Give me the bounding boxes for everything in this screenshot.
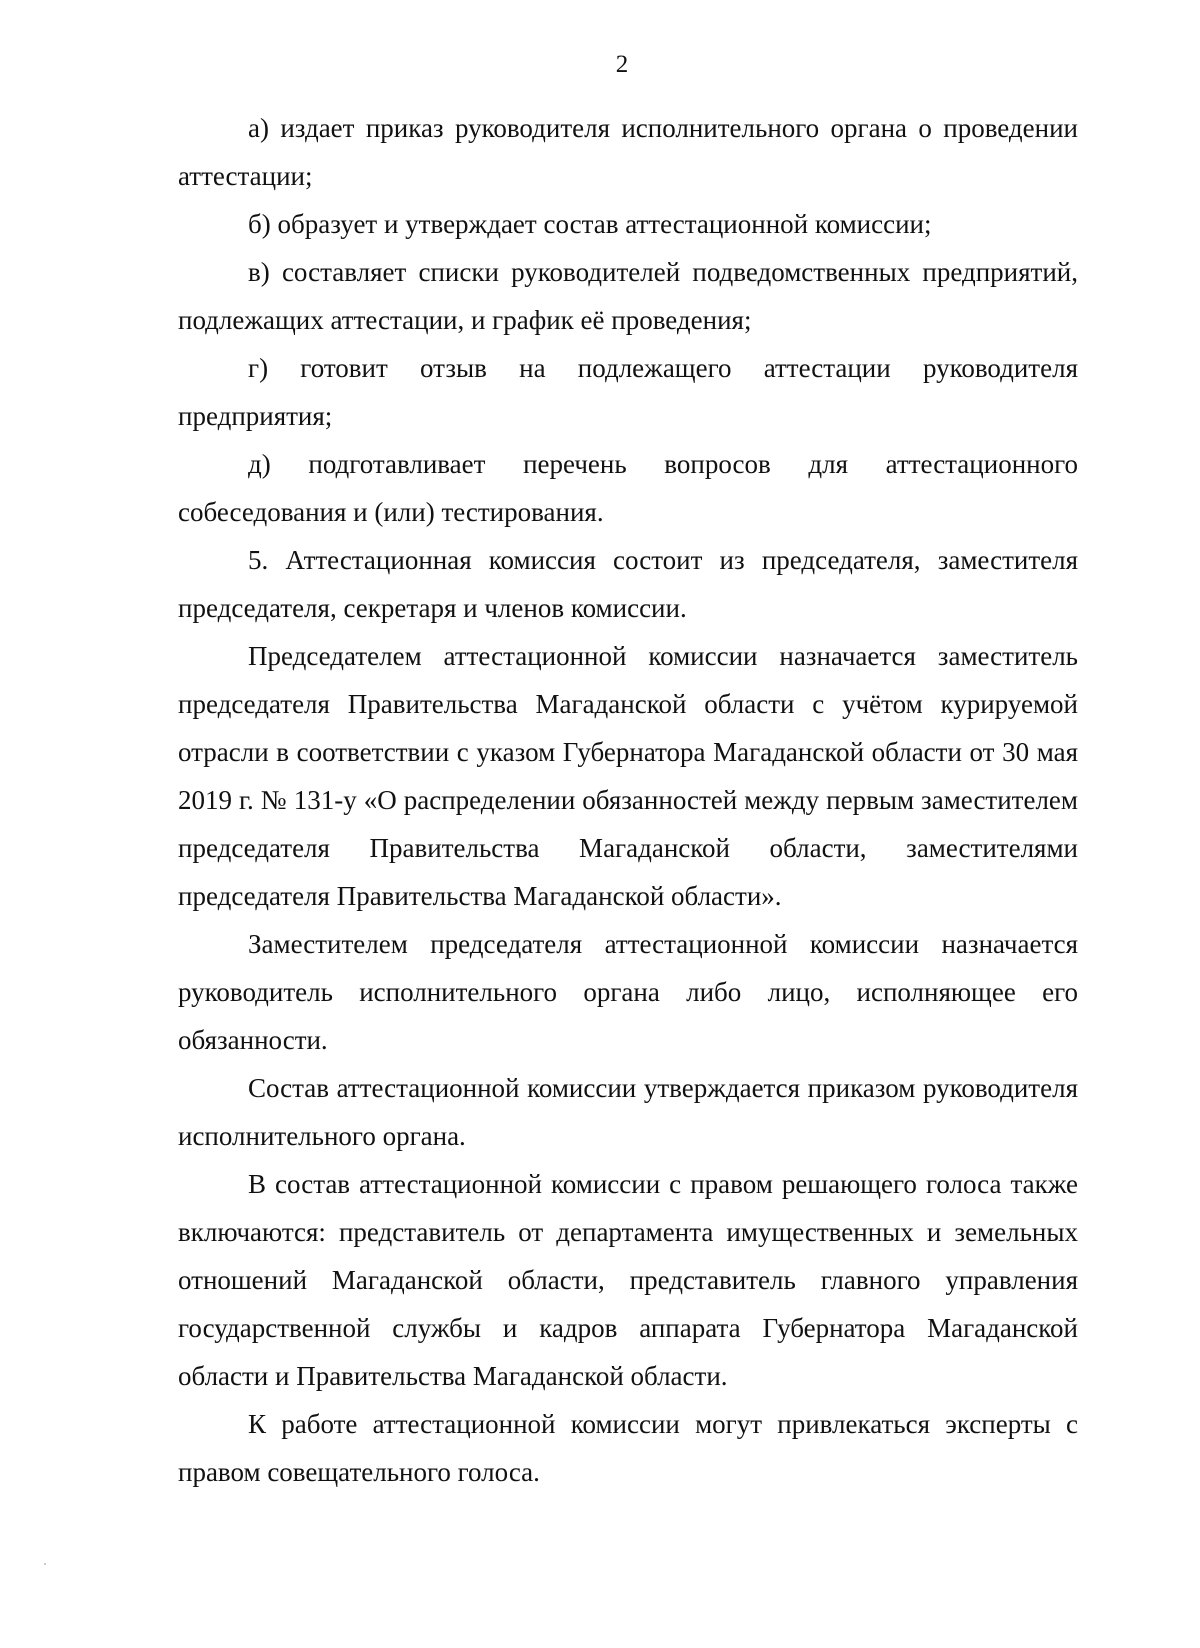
paragraph-item-a: а) издает приказ руководителя исполнительного органа о проведении аттестации; — [178, 113, 1078, 191]
document-body — [178, 104, 1078, 1496]
page-number: 2 — [615, 51, 629, 78]
paragraph-item-d: д) подготавливает перечень вопросов для аттестационного собеседования и (или) тестирования. — [178, 449, 1078, 527]
paragraph-composition: Состав аттестационной комиссии утверждается приказом руководителя исполнительного органа. — [178, 1073, 1078, 1151]
paragraph-voting-members: В состав аттестационной комиссии с правом решающего голоса также включаются: представитель от департамента имущественных и земельных отношений Магаданской области, представитель главного управления государственной службы и кадров аппарата Губернатора Магаданской области и Правительства Магаданской области. — [178, 1169, 1078, 1391]
paragraph-experts: К работе аттестационной комиссии могут привлекаться эксперты с правом совещательного голоса. — [178, 1409, 1078, 1487]
paragraph-deputy-chairman: Заместителем председателя аттестационной комиссии назначается руководитель исполнительного органа либо лицо, исполняющее его обязанности. — [178, 929, 1078, 1055]
paragraph-chairman: Председателем аттестационной комиссии назначается заместитель председателя Правительства Магаданской области с учётом курируемой отрасли в соответствии с указом Губернатора Магаданской области от 30 мая 2019 г. № 131-у «О распределении обязанностей между первым заместителем председателя Правительства Магаданской области, заместителями председателя Правительства Магаданской области». — [178, 641, 1078, 911]
paragraph-clause-5: 5. Аттестационная комиссия состоит из председателя, заместителя председателя, секретаря и членов комиссии. — [178, 545, 1078, 623]
paragraph-item-v: в) составляет списки руководителей подведомственных предприятий, подлежащих аттестации, и график её проведения; — [178, 257, 1078, 335]
paragraph-item-b: б) образует и утверждает состав аттестационной комиссии; — [248, 209, 932, 239]
scan-speck — [44, 1563, 46, 1565]
paragraph-item-g: г) готовит отзыв на подлежащего аттестации руководителя предприятия; — [178, 353, 1078, 431]
